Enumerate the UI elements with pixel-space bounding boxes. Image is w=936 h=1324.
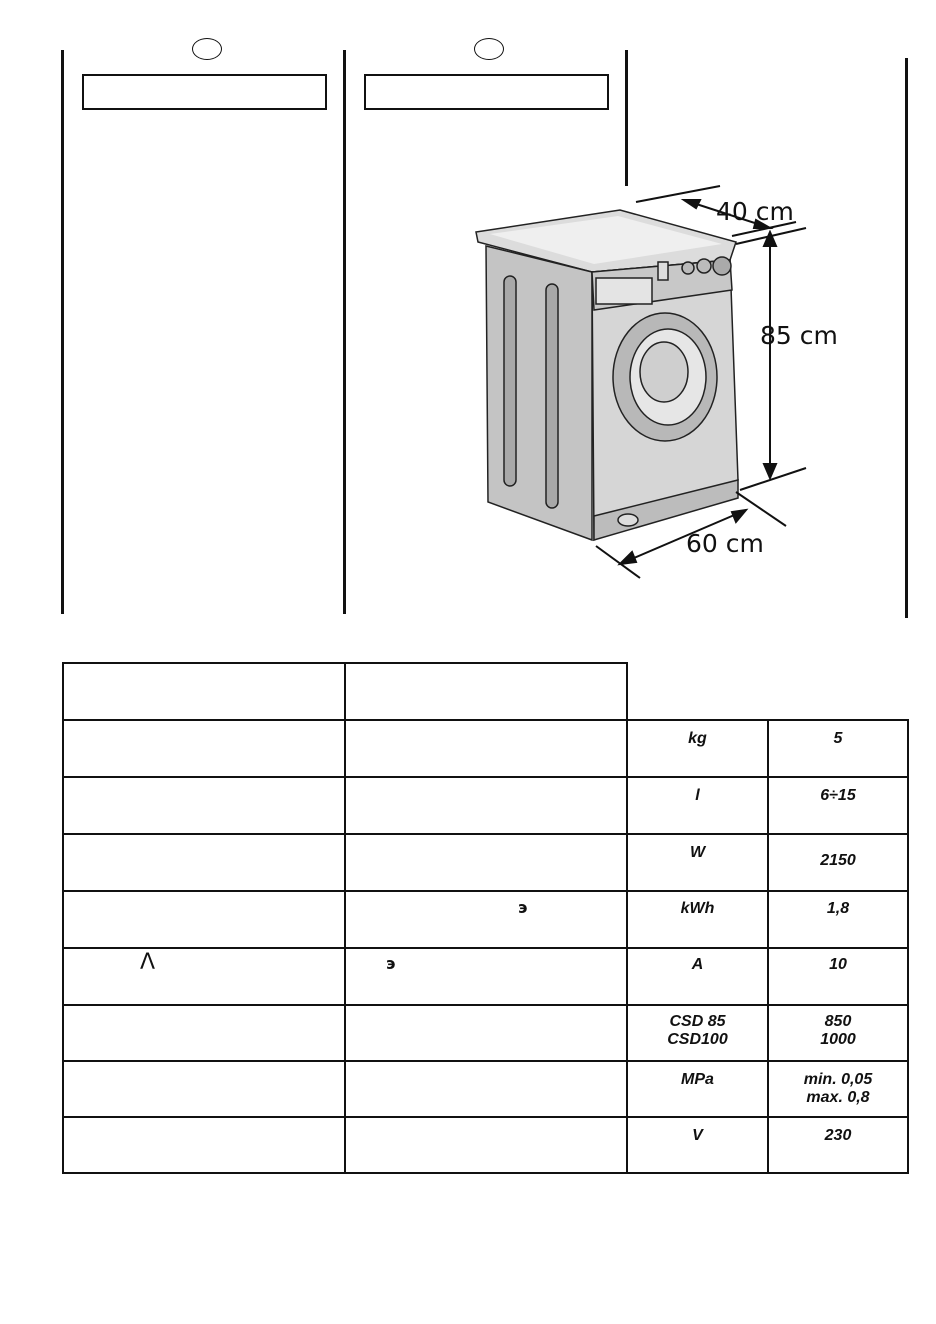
language-badge-2 (474, 38, 504, 60)
dim-width-label: 60 cm (686, 529, 764, 558)
spec-value: 6÷15 (820, 787, 856, 804)
stray-glyph-e: э (386, 954, 396, 973)
section-title-box-1 (82, 74, 327, 110)
dim-height-label: 85 cm (760, 321, 838, 350)
column-divider-middle (343, 50, 346, 614)
table-col-divider-1 (344, 662, 346, 1172)
row-separator (62, 1004, 909, 1006)
spec-value-line1: 850 (824, 1013, 852, 1030)
spec-unit: A (691, 956, 704, 973)
spec-unit: MPa (681, 1071, 714, 1088)
specification-table (62, 662, 909, 1174)
spec-value: 230 (824, 1127, 852, 1144)
row-separator (62, 719, 909, 721)
row-separator (62, 890, 909, 892)
section-title-box-2 (364, 74, 609, 110)
column-divider-left (61, 50, 64, 614)
dim-depth-label: 40 cm (716, 197, 794, 226)
spec-unit: W (689, 844, 706, 861)
spec-unit: kg (688, 730, 707, 747)
spec-value-line2: max. 0,8 (806, 1089, 870, 1106)
spec-value-line2: 1000 (820, 1031, 856, 1048)
spec-unit-line1: CSD 85 (669, 1013, 726, 1030)
table-header-left-border (62, 662, 64, 720)
table-right-border (907, 719, 909, 1174)
row-separator (62, 776, 909, 778)
stray-glyph-e: э (518, 898, 528, 917)
row-separator (62, 947, 909, 949)
washing-machine-dimensions-figure (460, 180, 860, 590)
spec-unit: l (695, 787, 700, 804)
spec-value: 5 (833, 730, 843, 747)
table-bottom-border (62, 1172, 909, 1174)
spec-value: 10 (829, 956, 847, 973)
language-badge-1 (192, 38, 222, 60)
table-left-border (62, 719, 64, 1174)
stray-glyph-lambda: Λ (140, 950, 156, 975)
row-separator (62, 1116, 909, 1118)
row-separator (62, 833, 909, 835)
spec-unit: V (692, 1127, 703, 1144)
spec-value-line1: min. 0,05 (803, 1071, 873, 1088)
washing-machine-illustration (476, 210, 738, 540)
spec-unit: kWh (680, 900, 715, 917)
spec-unit-line2: CSD100 (667, 1031, 728, 1048)
column-divider-far-right (905, 58, 908, 618)
spec-value: 1,8 (826, 900, 850, 917)
row-separator (62, 1060, 909, 1062)
column-divider-right-short (625, 50, 628, 186)
spec-value: 2150 (820, 852, 856, 869)
